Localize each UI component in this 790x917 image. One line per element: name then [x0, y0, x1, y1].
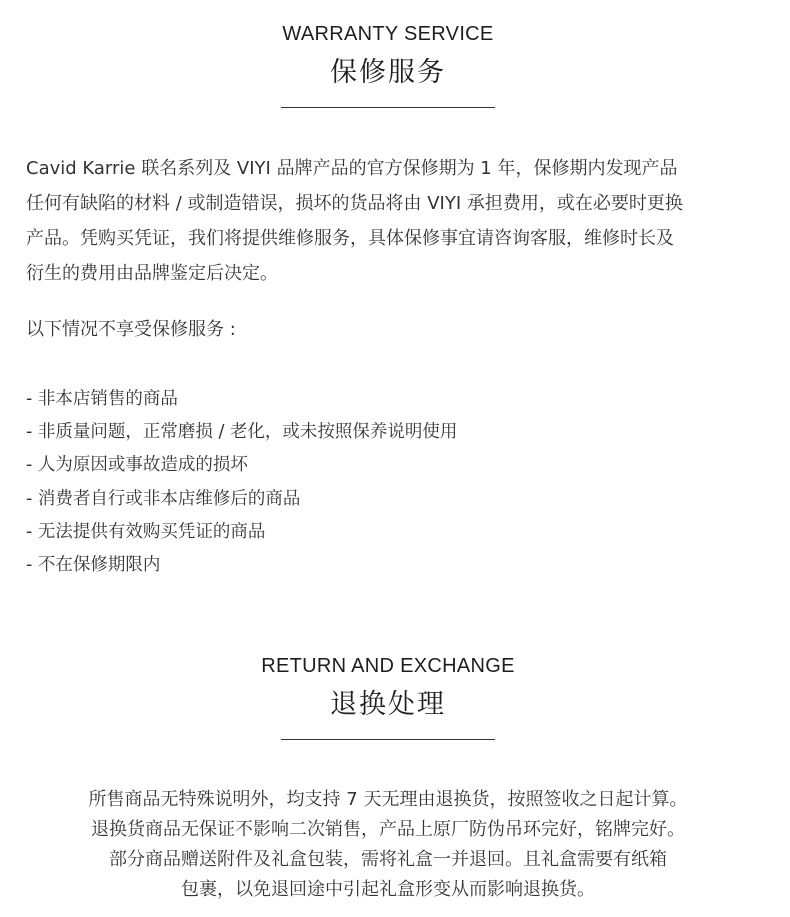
exclusion-item: - 非本店销售的商品 — [26, 389, 178, 409]
exclusions-intro-text: 以下情况不享受保修服务 : — [26, 319, 236, 340]
warranty-title-zh: 保修服务 — [330, 57, 446, 88]
return-body-line: 包裹，以免退回途中引起礼盒形变从而影响退换货。 — [181, 879, 595, 900]
return-body — [0, 785, 776, 905]
return-section-header — [0, 653, 776, 740]
return-body-line: 所售商品无特殊说明外，均支持 7 天无理由退换货，按照签收之日起计算。 — [88, 789, 688, 810]
exclusion-item: - 不在保修期限内 — [26, 555, 161, 576]
warranty-body — [26, 151, 766, 291]
exclusion-item: - 人为原因或事故造成的损坏 — [26, 455, 248, 476]
exclusion-item: - 无法提供有效购买凭证的商品 — [26, 521, 266, 542]
exclusion-item: - 非质量问题，正常磨损 / 老化，或未按照保养说明使用 — [26, 422, 458, 443]
return-body-line: 部分商品赠送附件及礼盒包装，需将礼盒一并退回。且礼盒需要有纸箱 — [109, 849, 667, 870]
return-title-en: RETURN AND EXCHANGE — [261, 655, 515, 677]
warranty-body-line: 衍生的费用由品牌鉴定后决定。 — [26, 263, 278, 284]
warranty-divider — [281, 107, 495, 108]
warranty-body-line: Cavid Karrie 联名系列及 VIYI 品牌产品的官方保修期为 1 年，保修期内发现产品 — [26, 158, 678, 179]
return-body-line: 退换货商品无保证不影响二次销售，产品上原厂防伪吊环完好，铭牌完好。 — [91, 819, 685, 840]
warranty-body-line: 任何有缺陷的材料 / 或制造错误，损坏的货品将由 VIYI 承担费用，或在必要时更换 — [26, 193, 683, 214]
return-title-zh: 退换处理 — [330, 689, 446, 720]
exclusion-item: - 消费者自行或非本店维修后的商品 — [26, 488, 301, 509]
warranty-body-line: 产品。凭购买凭证，我们将提供维修服务，具体保修事宜请咨询客服，维修时长及 — [26, 228, 674, 249]
exclusions-intro — [26, 312, 766, 347]
exclusions-list — [26, 383, 457, 582]
return-divider — [281, 739, 495, 740]
warranty-section-header — [0, 21, 776, 108]
warranty-title-en: WARRANTY SERVICE — [282, 23, 494, 45]
